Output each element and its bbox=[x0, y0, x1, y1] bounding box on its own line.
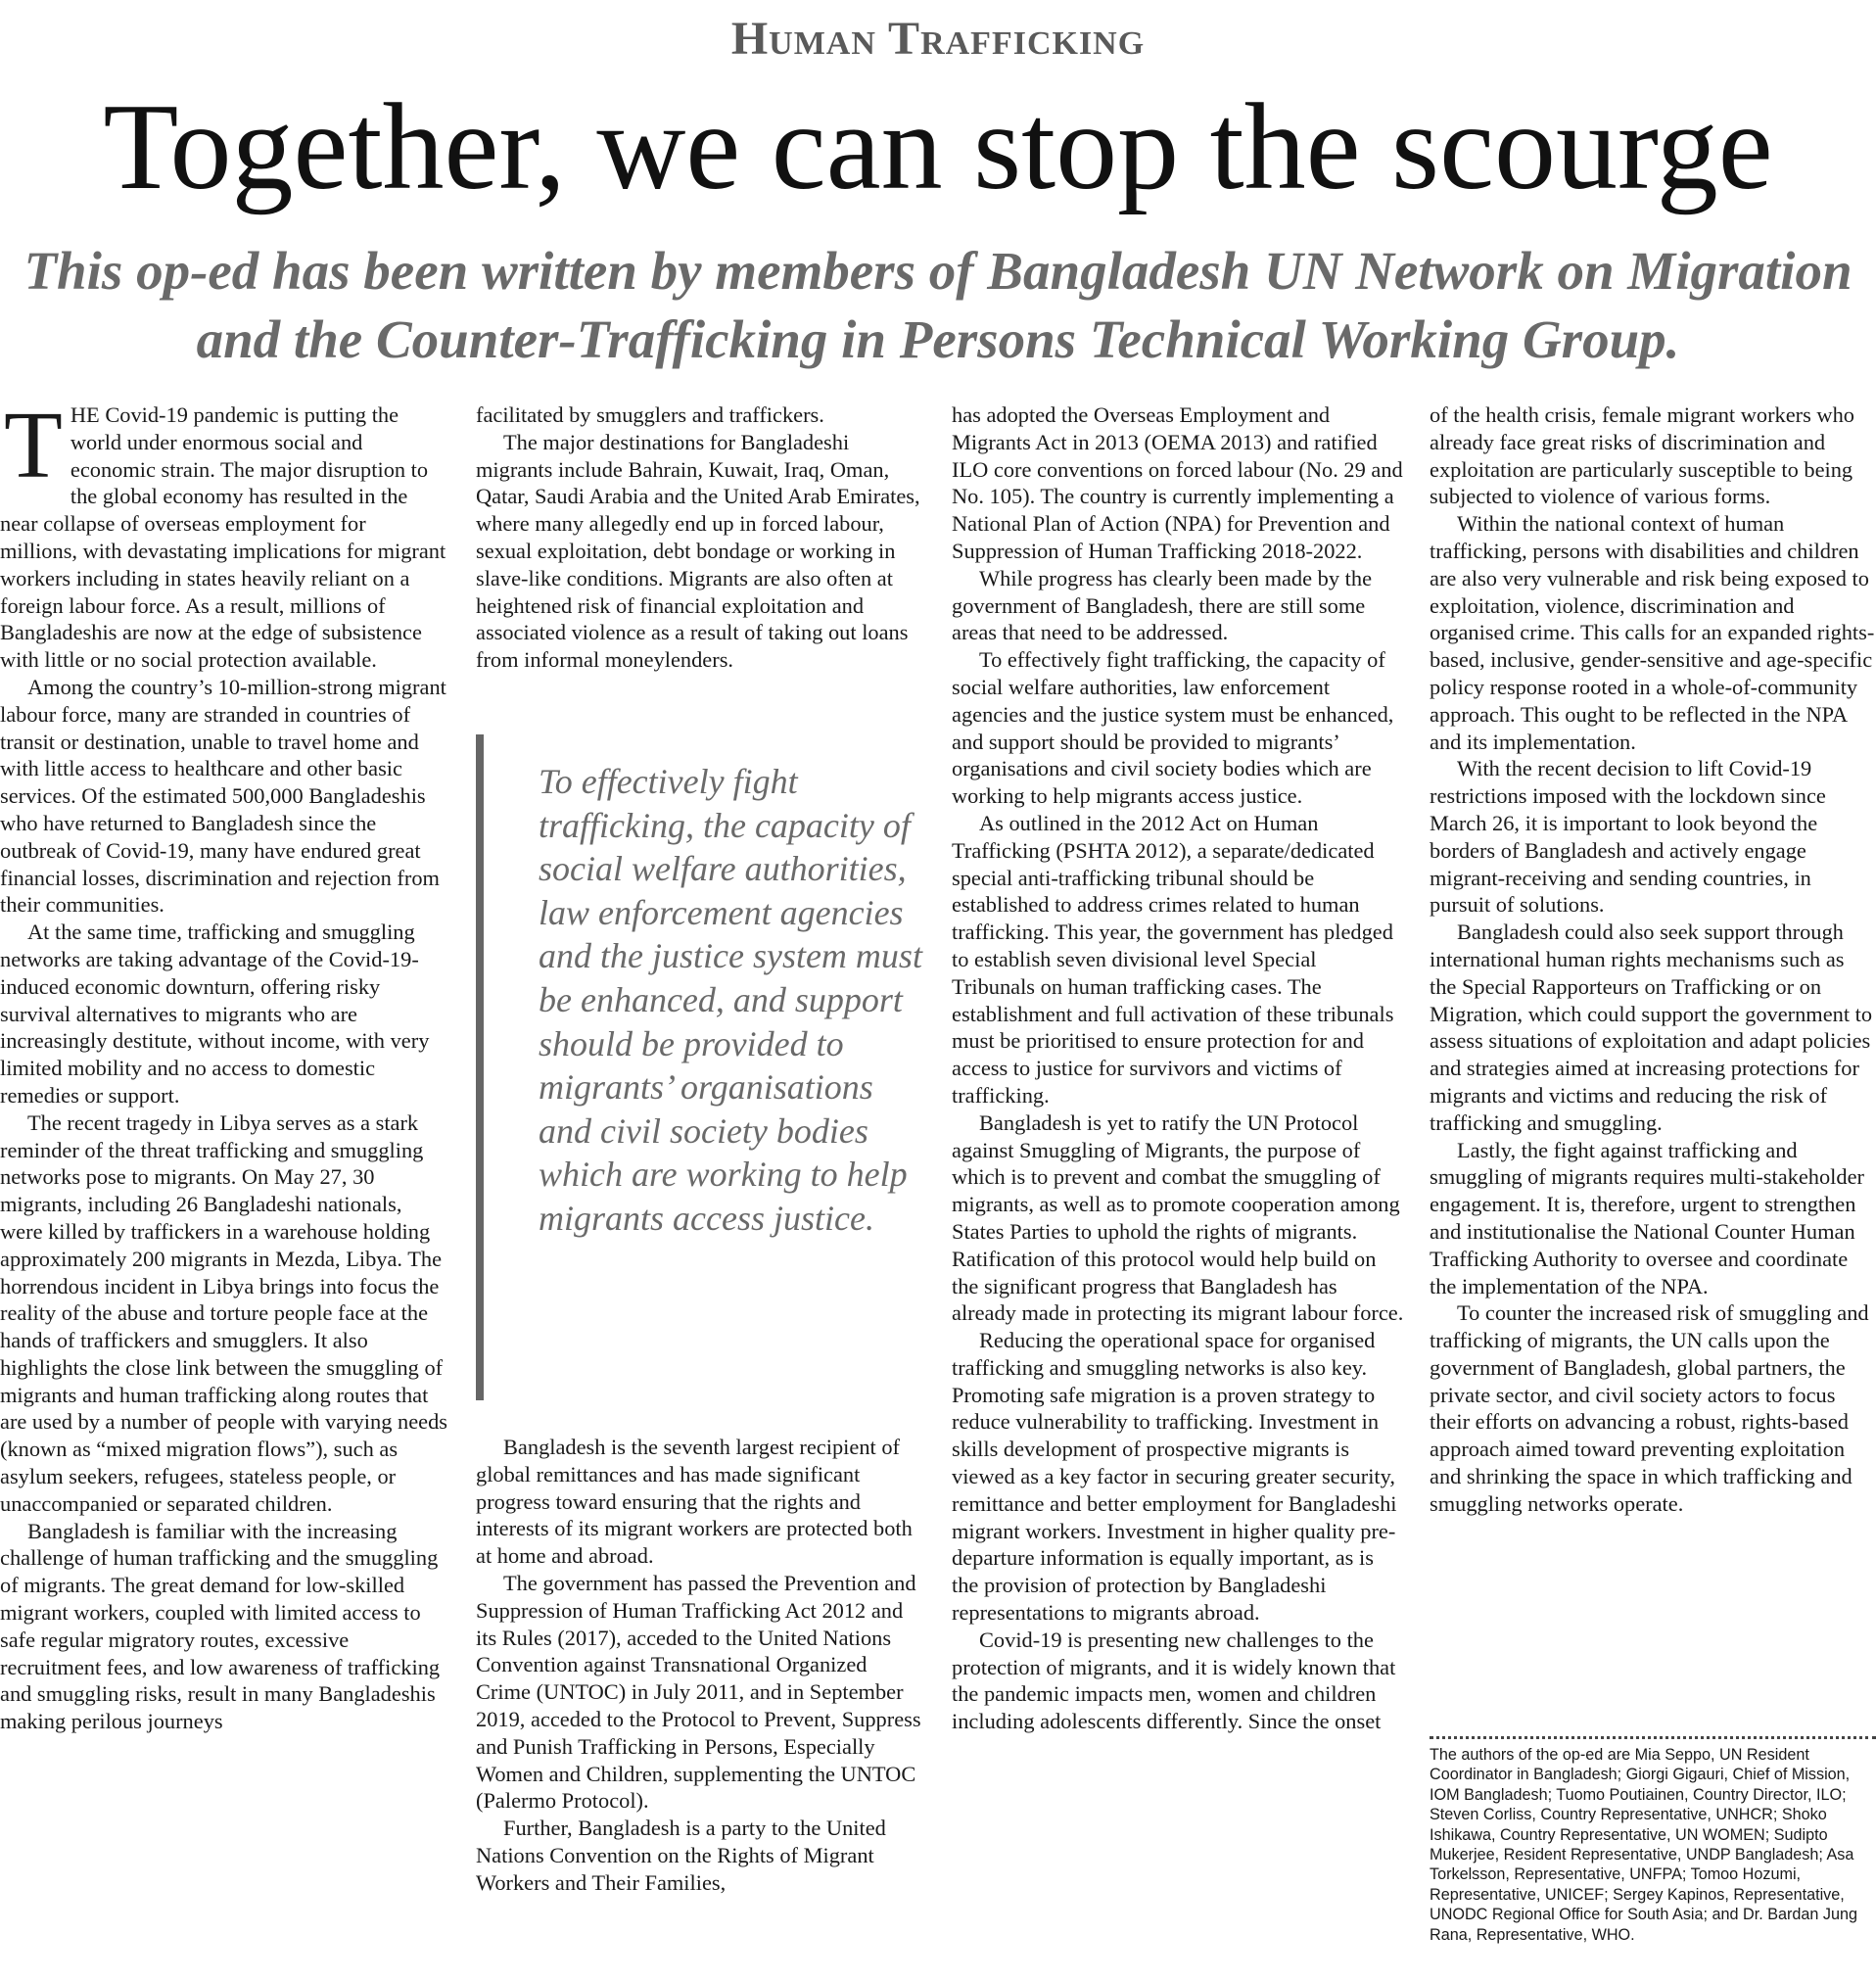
paragraph: Bangladesh is the seventh largest recipient of global remittances and has made significant progress toward ensuring that the rights and interests of its migrant workers are protected both at home and abroad. bbox=[476, 1435, 913, 1569]
paragraph: At the same time, trafficking and smuggling networks are taking advantage of the Covid-19-induced economic downturn, offering risky survival alternatives to migrants who are increasingly destitute, without income, with very limited mobility and no access to domestic remedies or support. bbox=[0, 920, 430, 1108]
paragraph: Bangladesh could also seek support through international human rights mechanisms such as the Special Rapporteurs on Trafficking or on Migration, which could support the government to assess situations of exploitation and adapt policies and strategies aimed at increasing protections for migrants and victims and reducing the risk of trafficking and smuggling. bbox=[1430, 920, 1873, 1135]
article-column-2-upper bbox=[476, 401, 926, 674]
paragraph: With the recent decision to lift Covid-19 restrictions imposed with the lockdown since March 26, it is important to look beyond the borders of Bangladesh and actively engage migrant-receiving and sending countries, in pursuit of solutions. bbox=[1430, 756, 1826, 918]
pull-quote bbox=[476, 734, 926, 1400]
credits-divider bbox=[1430, 1736, 1876, 1739]
article-column-3 bbox=[952, 401, 1404, 1735]
deck-subheadline: This op-ed has been written by members of Bangladesh UN Network on Migration and the Counter-Trafficking in Persons Technical Working Group. bbox=[23, 241, 1853, 369]
pull-quote-text: To effectively fight trafficking, the capacity of social welfare authorities, law enforcement agencies and the justice system must be enhanced, and support should be provided to migrants’ organisations and civil society bodies which are working to help migrants access justice. bbox=[539, 762, 922, 1238]
paragraph: Among the country’s 10-million-strong migrant labour force, many are stranded in countries of transit or destination, unable to travel home and with little access to healthcare and other basic services. Of the estimated 500,000 Bangladeshis who have returned to Bangladesh since the outbreak of Covid-19, many have endured great financial losses, discrimination and rejection from their communities. bbox=[0, 674, 446, 918]
paragraph: The major destinations for Bangladeshi migrants include Bahrain, Kuwait, Iraq, Oman, Qatar, Saudi Arabia and the United Arab Emirates, where many allegedly end up in forced labour, sexual exploitation, debt bondage or working in slave-like conditions. Migrants are also often at heightened risk of financial exploitation and associated violence as a result of taking out loans from informal moneylenders. bbox=[476, 429, 920, 673]
paragraph: of the health crisis, female migrant workers who already face great risks of discrimination and exploitation are particularly susceptible to being subjected to violence of various forms. bbox=[1430, 402, 1854, 509]
headline: Together, we can stop the scourge bbox=[103, 79, 1773, 215]
paragraph: facilitated by smugglers and traffickers. bbox=[476, 402, 824, 427]
paragraph: Covid-19 is presenting new challenges to the protection of migrants, and it is widely known that the pandemic impacts men, women and children including adolescents differently. Since the onset bbox=[952, 1627, 1396, 1734]
paragraph: To counter the increased risk of smuggling and trafficking of migrants, the UN calls upon the government of Bangladesh, global partners, the private sector, and civil society actors to focus their efforts on advancing a robust, rights-based approach aimed toward preventing exploitation and shrinking the space in which trafficking and smuggling networks operate. bbox=[1430, 1300, 1869, 1516]
article-column-2-lower bbox=[476, 1434, 926, 1897]
section-kicker: Human Trafficking bbox=[730, 13, 1146, 65]
paragraph: Bangladesh is yet to ratify the UN Protocol against Smuggling of Migrants, the purpose of which is to prevent and combat the smuggling of migrants, as well as to promote cooperation among States Parties to uphold the rights of migrants. Ratification of this protocol would help build on the significant progress that Bangladesh has already made in protecting its migrant labour force. bbox=[952, 1109, 1404, 1326]
paragraph: As outlined in the 2012 Act on Human Trafficking (PSHTA 2012), a separate/dedicated special anti-trafficking tribunal should be established to address crimes related to human trafficking. This year, the government has pledged to establish seven divisional level Special Tribunals on human trafficking cases. The establishment and full activation of these tribunals must be prioritised to ensure protection for and access to justice for survivors and victims of trafficking. bbox=[952, 810, 1394, 1108]
paragraph: While progress has clearly been made by the government of Bangladesh, there are still some areas that need to be addressed. bbox=[952, 565, 1373, 645]
paragraph: Lastly, the fight against trafficking and smuggling of migrants requires multi-stakeholder engagement. It is, therefore, urgent to strengthen and institutionalise the National Counter Human Trafficking Authority to oversee and coordinate the implementation of the NPA. bbox=[1430, 1137, 1864, 1298]
paragraph: Within the national context of human trafficking, persons with disabilities and children are also very vulnerable and risk being exposed to exploitation, violence, discrimination and organised crime. This calls for an expanded rights-based, inclusive, gender-sensitive and age-specific policy response rooted in a whole-of-community approach. This ought to be reflected in the NPA and its implementation. bbox=[1430, 511, 1875, 754]
paragraph: has adopted the Overseas Employment and Migrants Act in 2013 (OEMA 2013) and ratified ILO core conventions on forced labour (No. 29 and No. 105). The country is currently implementing a National Plan of Action (NPA) for Prevention and Suppression of Human Trafficking 2018-2022. bbox=[952, 402, 1403, 563]
paragraph: THE Covid-19 pandemic is putting the world under enormous social and economic strain. The major disruption to the global economy has resulted in the near collapse of overseas employment for millions, with devastating implications for migrant workers including in states heavily reliant on a foreign labour force. As a result, millions of Bangladeshis are now at the edge of subsistence with little or no social protection available. bbox=[0, 393, 446, 673]
paragraph: Bangladesh is familiar with the increasing challenge of human trafficking and the smuggling of migrants. The great demand for low-skilled migrant workers, coupled with limited access to safe regular migratory routes, excessive recruitment fees, and low awareness of trafficking and smuggling risks, result in many Bangladeshis making perilous journeys bbox=[0, 1518, 441, 1734]
author-credits: The authors of the op-ed are Mia Seppo, UN Resident Coordinator in Bangladesh; Giorgi Gigauri, Chief of Mission, IOM Bangladesh; Tuomo Poutiainen, Country Director, ILO; Steven Corliss, Country Representative, UNHCR; Shoko Ishikawa, Country Representative, UN WOMEN; Sudipto Mukerjee, Resident Representative, UNDP Bangladesh; Asa Torkelsson, Representative, UNFPA; Tomoo Hozumi, Representative, UNICEF; Sergey Kapinos, Representative, UNODC Regional Office for South Asia; and Dr. Bardan Jung Rana, Representative, WHO. bbox=[1430, 1746, 1857, 1944]
paragraph: To effectively fight trafficking, the capacity of social welfare authorities, law enforcement agencies and the justice system must be enhanced, and support should be provided to migrants’ organisations and civil society bodies which are working to help migrants access justice. bbox=[952, 647, 1394, 809]
paragraph: Further, Bangladesh is a party to the United Nations Convention on the Rights of Migrant Workers and Their Families, bbox=[476, 1816, 886, 1895]
paragraph: Reducing the operational space for organised trafficking and smuggling networks is also key. Promoting safe migration is a proven strategy to reduce vulnerability to trafficking. Investment in skills development of prospective migrants is viewed as a key factor in securing greater security, remittance and better employment for Bangladeshi migrant workers. Investment in higher quality pre-departure information is equally important, as is the provision of protection by Bangladeshi representations to migrants abroad. bbox=[952, 1328, 1397, 1626]
article-column-1 bbox=[0, 393, 448, 1735]
drop-cap: T bbox=[4, 393, 63, 498]
paragraph: The recent tragedy in Libya serves as a stark reminder of the threat trafficking and smuggling networks pose to migrants. On May 27, 30 migrants, including 26 Bangladeshi nationals, were killed by traffickers in a warehouse holding approximately 200 migrants in Mezda, Libya. The horrendous incident in Libya brings into focus the reality of the abuse and torture people face at the hands of traffickers and smugglers. It also highlights the close link between the smuggling of migrants and human trafficking along routes that are used by a number of people with varying needs (known as “mixed migration flows”), such as asylum seekers, refugees, stateless people, or unaccompanied or separated children. bbox=[0, 1109, 447, 1516]
paragraph: The government has passed the Prevention and Suppression of Human Trafficking Act 2012 and its Rules (2017), acceded to the United Nations Convention against Transnational Organized Crime (UNTOC) in July 2011, and in September 2019, acceded to the Protocol to Prevent, Suppress and Punish Trafficking in Persons, Especially Women and Children, supplementing the UNTOC (Palermo Protocol). bbox=[476, 1570, 921, 1814]
article-column-4 bbox=[1430, 401, 1876, 1518]
